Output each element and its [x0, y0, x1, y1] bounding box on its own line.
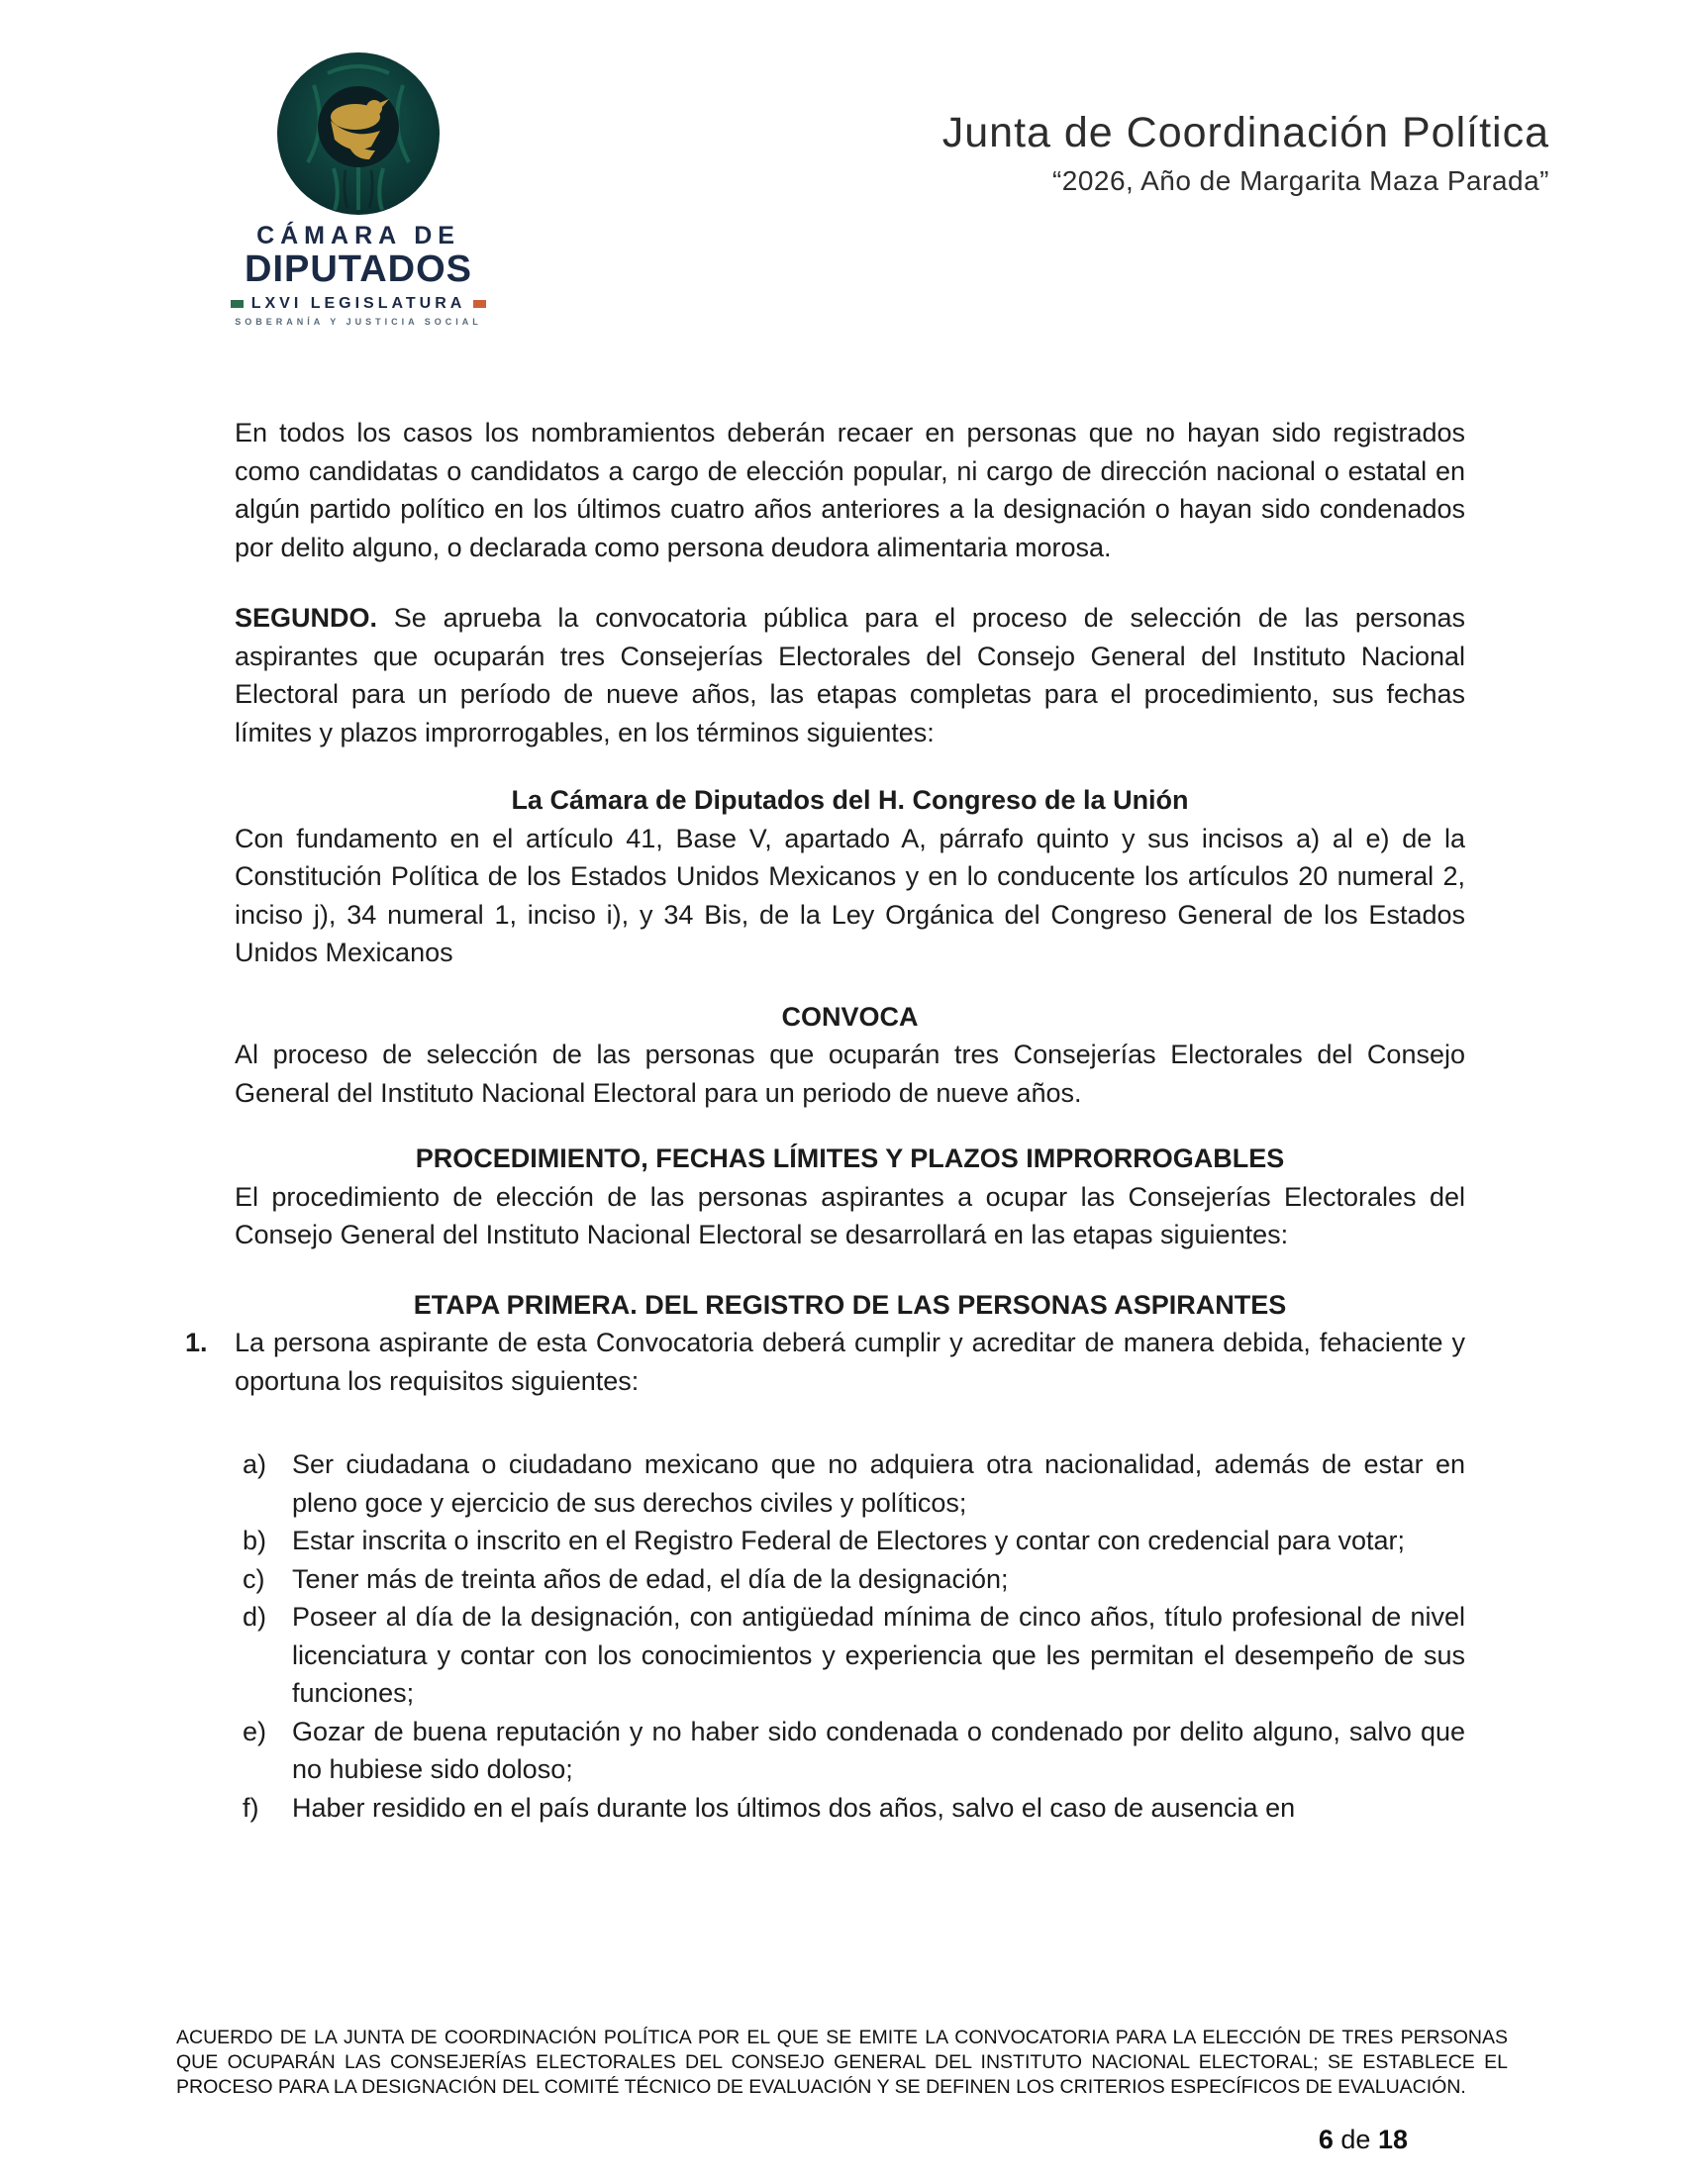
- page-total: 18: [1377, 2125, 1408, 2154]
- paragraph-nombramientos: En todos los casos los nombramientos deberán recaer en personas que no hayan sido registrados como candidatas o candidatos a cargo de elección popular, ni cargo de dirección nacional o estatal en algún partido político en los últimos cuatro años anteriores a la designación o hayan sido condenados por delito alguno, o declarada como persona deudora alimentaria morosa.: [235, 418, 1465, 562]
- heading-camara-congreso: La Cámara de Diputados del H. Congreso de la Unión: [511, 785, 1189, 815]
- list-item: [235, 1598, 1465, 1713]
- logo-diputados: DIPUTADOS: [245, 248, 472, 290]
- requirements-list: [235, 1445, 1465, 1827]
- heading-convoca: CONVOCA: [781, 1001, 919, 1032]
- item-f-letter: f): [243, 1792, 259, 1823]
- page-separator: de: [1340, 2125, 1371, 2154]
- paragraph-fundamento: Con fundamento en el artículo 41, Base V, apartado A, párrafo quinto y sus incisos a) al e) de la Constitución Política de los Estados Unidos Mexicanos y en lo conducente los artículos 20 numeral 2, inciso j), 34 numeral 1, inciso i), y 34 Bis, de la Ley Orgánica del Congreso General de los Estados Unidos Mexicanos: [235, 823, 1465, 967]
- heading-procedimiento: PROCEDIMIENTO, FECHAS LÍMITES Y PLAZOS IMPRORROGABLES: [415, 1143, 1285, 1173]
- item-1-number: 1.: [185, 1328, 208, 1357]
- heading-etapa-primera: ETAPA PRIMERA. DEL REGISTRO DE LAS PERSONAS ASPIRANTES: [413, 1289, 1287, 1320]
- logo-legislatura-label: LXVI LEGISLATURA: [250, 295, 466, 312]
- list-item: [235, 1445, 1465, 1522]
- paragraph-al-proceso: Al proceso de selección de las personas que ocuparán tres Consejerías Electorales del Consejo General del Instituto Nacional Electoral para un periodo de nueve años.: [235, 1040, 1465, 1108]
- paragraph-procedimiento: El procedimiento de elección de las personas aspirantes a ocupar las Consejerías Electorales del Consejo General del Instituto Nacional Electoral se desarrollará en las etapas siguientes:: [235, 1181, 1465, 1249]
- document-body: [185, 414, 1465, 1827]
- item-b-letter: b): [243, 1526, 267, 1555]
- item-a-text: Ser ciudadana o ciudadano mexicano que no adquiera otra nacionalidad, además de estar en pleno goce y ejercicio de sus derechos civiles y políticos;: [292, 1449, 1465, 1518]
- year-legend: “2026, Año de Margarita Maza Parada”: [1051, 165, 1549, 196]
- item-e-letter: e): [243, 1716, 267, 1746]
- item-d-text: Poseer al día de la designación, con antigüedad mínima de cinco años, título profesional de nivel licenciatura y contar con los conocimientos y experiencia que les permitan el desempeño de sus funciones;: [292, 1602, 1465, 1708]
- segundo-text: Se aprueba la convocatoria pública para el proceso de selección de las personas aspirantes que ocuparán tres Consejerías Electorales del Consejo General del Instituto Nacional Electoral para un período de nueve años, las etapas completas para el procedimiento, sus fechas límites y plazos improrrogables, en los términos siguientes:: [235, 603, 1465, 747]
- numbered-item-1: [185, 1324, 1465, 1400]
- item-c-text: Tener más de treinta años de edad, el día de la designación;: [292, 1563, 1009, 1594]
- segundo-label: SEGUNDO.: [235, 603, 378, 633]
- green-bar-decoration: [231, 300, 244, 308]
- footer-acuerdo-note: ACUERDO DE LA JUNTA DE COORDINACIÓN POLÍTICA POR EL QUE SE EMITE LA CONVOCATORIA PARA LA ELECCIÓN DE TRES PERSONAS QUE OCUPARÁN LAS CONSEJERÍAS ELECTORALES DEL CONSEJO GENERAL DEL INSTITUTO NACIONAL ELECTORAL; SE ESTABLECE EL PROCESO PARA LA DESIGNACIÓN DEL COMITÉ TÉCNICO DE EVALUACIÓN Y SE DEFINEN LOS CRITERIOS ESPECÍFICOS DE EVALUACIÓN.: [176, 2027, 1508, 2098]
- logo-camara-de: CÁMARA DE: [256, 222, 460, 249]
- org-title: Junta de Coordinación Política: [941, 109, 1549, 156]
- orange-bar-decoration: [473, 300, 486, 308]
- page-current: 6: [1318, 2125, 1334, 2154]
- item-c-letter: c): [243, 1563, 265, 1594]
- camara-diputados-logo: [231, 51, 486, 327]
- item-1-text: La persona aspirante de esta Convocatoria deberá cumplir y acreditar de manera debida, fehaciente y oportuna los requisitos siguientes:: [235, 1328, 1465, 1396]
- list-item: [235, 1522, 1465, 1560]
- item-e-text: Gozar de buena reputación y no haber sido condenada o condenado por delito alguno, salvo que no hubiese sido doloso;: [292, 1716, 1465, 1784]
- list-item: [235, 1713, 1465, 1789]
- item-f-text: Haber residido en el país durante los últimos dos años, salvo el caso de ausencia en: [292, 1792, 1296, 1823]
- header-titles: [942, 109, 1549, 197]
- item-b-text: Estar inscrita o inscrito en el Registro Federal de Electores y contar con credencial para votar;: [292, 1526, 1406, 1555]
- page-number: [1319, 2125, 1408, 2155]
- list-item: [235, 1789, 1465, 1828]
- logo-legislatura-row: [231, 295, 486, 313]
- logo-motto: SOBERANÍA Y JUSTICIA SOCIAL: [235, 317, 482, 327]
- list-item: [235, 1560, 1465, 1599]
- item-a-letter: a): [243, 1449, 267, 1479]
- mexican-coat-of-arms-icon: [276, 51, 441, 216]
- item-d-letter: d): [243, 1602, 267, 1632]
- paragraph-segundo: [235, 599, 1465, 751]
